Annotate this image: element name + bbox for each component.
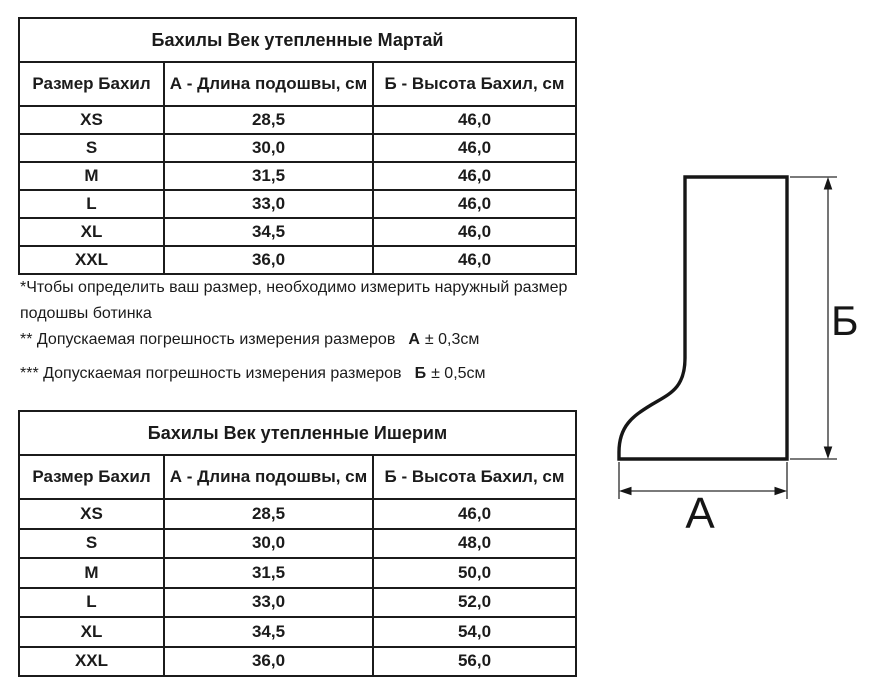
height-dim-label: Б bbox=[831, 297, 859, 344]
cell-size: XL bbox=[19, 218, 164, 246]
note-tolerance-a bbox=[20, 327, 576, 353]
table-row bbox=[19, 18, 576, 62]
cell-height: 56,0 bbox=[373, 647, 576, 677]
cell-length: 31,5 bbox=[164, 558, 373, 588]
cell-height: 46,0 bbox=[373, 190, 576, 218]
cell-height: 46,0 bbox=[373, 499, 576, 529]
table-row bbox=[19, 647, 576, 677]
cell-length: 33,0 bbox=[164, 588, 373, 618]
cell-height: 52,0 bbox=[373, 588, 576, 618]
cell-length: 36,0 bbox=[164, 246, 373, 274]
cell-length: 34,5 bbox=[164, 218, 373, 246]
cell-height: 46,0 bbox=[373, 162, 576, 190]
boot-outline bbox=[619, 177, 787, 459]
table-row bbox=[19, 455, 576, 499]
cell-size: S bbox=[19, 134, 164, 162]
arrow-left-icon bbox=[619, 487, 632, 496]
note-lead: ** Допускаемая погрешность измерения размеров bbox=[20, 331, 396, 348]
cell-length: 28,5 bbox=[164, 106, 373, 134]
length-dim-label: А bbox=[685, 489, 715, 538]
table-row bbox=[19, 62, 576, 106]
column-header-height: Б - Высота Бахил, см bbox=[373, 455, 576, 499]
table-row bbox=[19, 499, 576, 529]
cell-size: S bbox=[19, 529, 164, 559]
table-title: Бахилы Век утепленные Мартай bbox=[19, 18, 576, 62]
boot-diagram bbox=[600, 150, 872, 550]
table-row bbox=[19, 246, 576, 274]
cell-length: 30,0 bbox=[164, 529, 373, 559]
size-table-isherim bbox=[18, 410, 577, 677]
cell-height: 46,0 bbox=[373, 134, 576, 162]
cell-height: 46,0 bbox=[373, 106, 576, 134]
cell-size: M bbox=[19, 558, 164, 588]
table-row bbox=[19, 134, 576, 162]
cell-size: M bbox=[19, 162, 164, 190]
cell-height: 48,0 bbox=[373, 529, 576, 559]
cell-size: XXL bbox=[19, 647, 164, 677]
table-row bbox=[19, 529, 576, 559]
table-title: Бахилы Век утепленные Ишерим bbox=[19, 411, 576, 455]
cell-size: L bbox=[19, 190, 164, 218]
cell-height: 46,0 bbox=[373, 218, 576, 246]
arrow-up-icon bbox=[824, 177, 833, 190]
cell-length: 33,0 bbox=[164, 190, 373, 218]
table-row bbox=[19, 558, 576, 588]
cell-length: 28,5 bbox=[164, 499, 373, 529]
cell-size: XS bbox=[19, 106, 164, 134]
column-header-size: Размер Бахил bbox=[19, 62, 164, 106]
note-measurement-hint: *Чтобы определить ваш размер, необходимо измерить наружный размер подошвы ботинка bbox=[20, 279, 568, 322]
cell-length: 36,0 bbox=[164, 647, 373, 677]
note-lead: *** Допускаемая погрешность измерения размеров bbox=[20, 365, 402, 382]
cell-height: 50,0 bbox=[373, 558, 576, 588]
table-row bbox=[19, 411, 576, 455]
table-row bbox=[19, 617, 576, 647]
cell-size: L bbox=[19, 588, 164, 618]
table-row bbox=[19, 162, 576, 190]
table-row bbox=[19, 106, 576, 134]
note-tolerance-b bbox=[20, 361, 576, 387]
cell-size: XXL bbox=[19, 246, 164, 274]
column-header-length: А - Длина подошвы, см bbox=[164, 62, 373, 106]
arrow-down-icon bbox=[824, 447, 833, 460]
column-header-height: Б - Высота Бахил, см bbox=[373, 62, 576, 106]
dimension-letter: А bbox=[408, 331, 420, 348]
tolerance-value: ± 0,3см bbox=[424, 331, 480, 348]
cell-height: 46,0 bbox=[373, 246, 576, 274]
size-table-martai bbox=[18, 17, 577, 275]
dimension-letter: Б bbox=[414, 365, 427, 382]
cell-size: XL bbox=[19, 617, 164, 647]
column-header-length: А - Длина подошвы, см bbox=[164, 455, 373, 499]
tolerance-value: ± 0,5см bbox=[431, 365, 486, 382]
cell-height: 54,0 bbox=[373, 617, 576, 647]
arrow-right-icon bbox=[775, 487, 788, 496]
table-row bbox=[19, 218, 576, 246]
cell-length: 31,5 bbox=[164, 162, 373, 190]
table-row bbox=[19, 588, 576, 618]
cell-size: XS bbox=[19, 499, 164, 529]
column-header-size: Размер Бахил bbox=[19, 455, 164, 499]
table-row bbox=[19, 190, 576, 218]
cell-length: 34,5 bbox=[164, 617, 373, 647]
cell-length: 30,0 bbox=[164, 134, 373, 162]
